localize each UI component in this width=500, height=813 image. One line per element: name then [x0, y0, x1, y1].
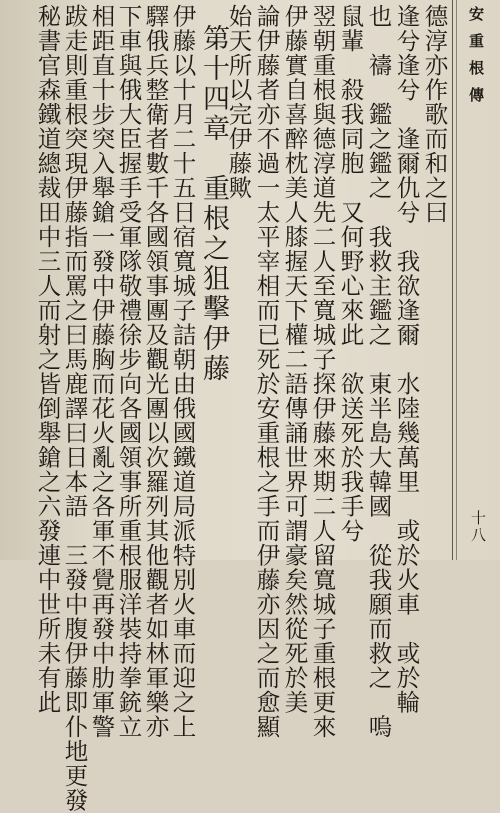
text-column: 驛俄兵整衛者數千各國領事團及觀光團以次羅列其他觀者如林軍樂亦	[141, 4, 170, 739]
text-column: 德淳亦作歌而和之曰	[420, 4, 449, 225]
margin-rule-inner	[456, 0, 457, 560]
chapter-title: 第十四章 重根之狙擊伊藤	[198, 24, 229, 384]
text-column: 下車與俄大臣握手受軍隊敬禮徐步向各國領事所重根服洋裝持拳銃立	[114, 4, 143, 739]
text-column: 相距直十步突入舉鎗一發中伊藤胸而花火亂之各軍不覺再發中肋軍警	[87, 4, 116, 739]
text-column: 伊藤實自喜醉枕美人膝握天下權二語傳誦世界可謂豪矣然從死於美	[280, 4, 309, 715]
running-title: 安重根傳	[467, 6, 485, 114]
text-column: 翌朝重根與德淳道先二人至寬城子探伊藤來期二人留寬城子重根更來	[308, 4, 337, 739]
margin-rule	[452, 0, 453, 560]
page-number: 十八	[469, 510, 487, 544]
text-column: 也 禱 鑑之鑑之 我救主鑑之 東半島大韓國 從我願而救之 嗚	[364, 4, 393, 739]
text-column: 論伊藤者亦不過一太平宰相而已死於安重根之手而伊藤亦因之而愈顯	[252, 4, 281, 739]
text-column: 秘書官森鐵道總裁田中三人而射之皆倒舉鎗之六發連中世所未有此	[33, 4, 62, 715]
text-column: 始天所以完伊藤歟	[224, 4, 253, 200]
text-column: 逢兮逢兮 逢爾仇兮 我欲逢爾 水陸幾萬里 或於火車 或於輪	[392, 4, 421, 715]
text-column: 伊藤以十月二十五日宿寬城子詰朝由俄國鐵道局派特別火車而迎之上	[168, 4, 197, 739]
text-column: 跋走則重根突現伊藤指而罵之曰馬鹿譯曰日本語 三發中腹伊藤即仆地更發	[60, 4, 89, 813]
text-column: 鼠輩 殺我同胞 又何野心來此 欲送死於我手兮	[336, 4, 365, 543]
